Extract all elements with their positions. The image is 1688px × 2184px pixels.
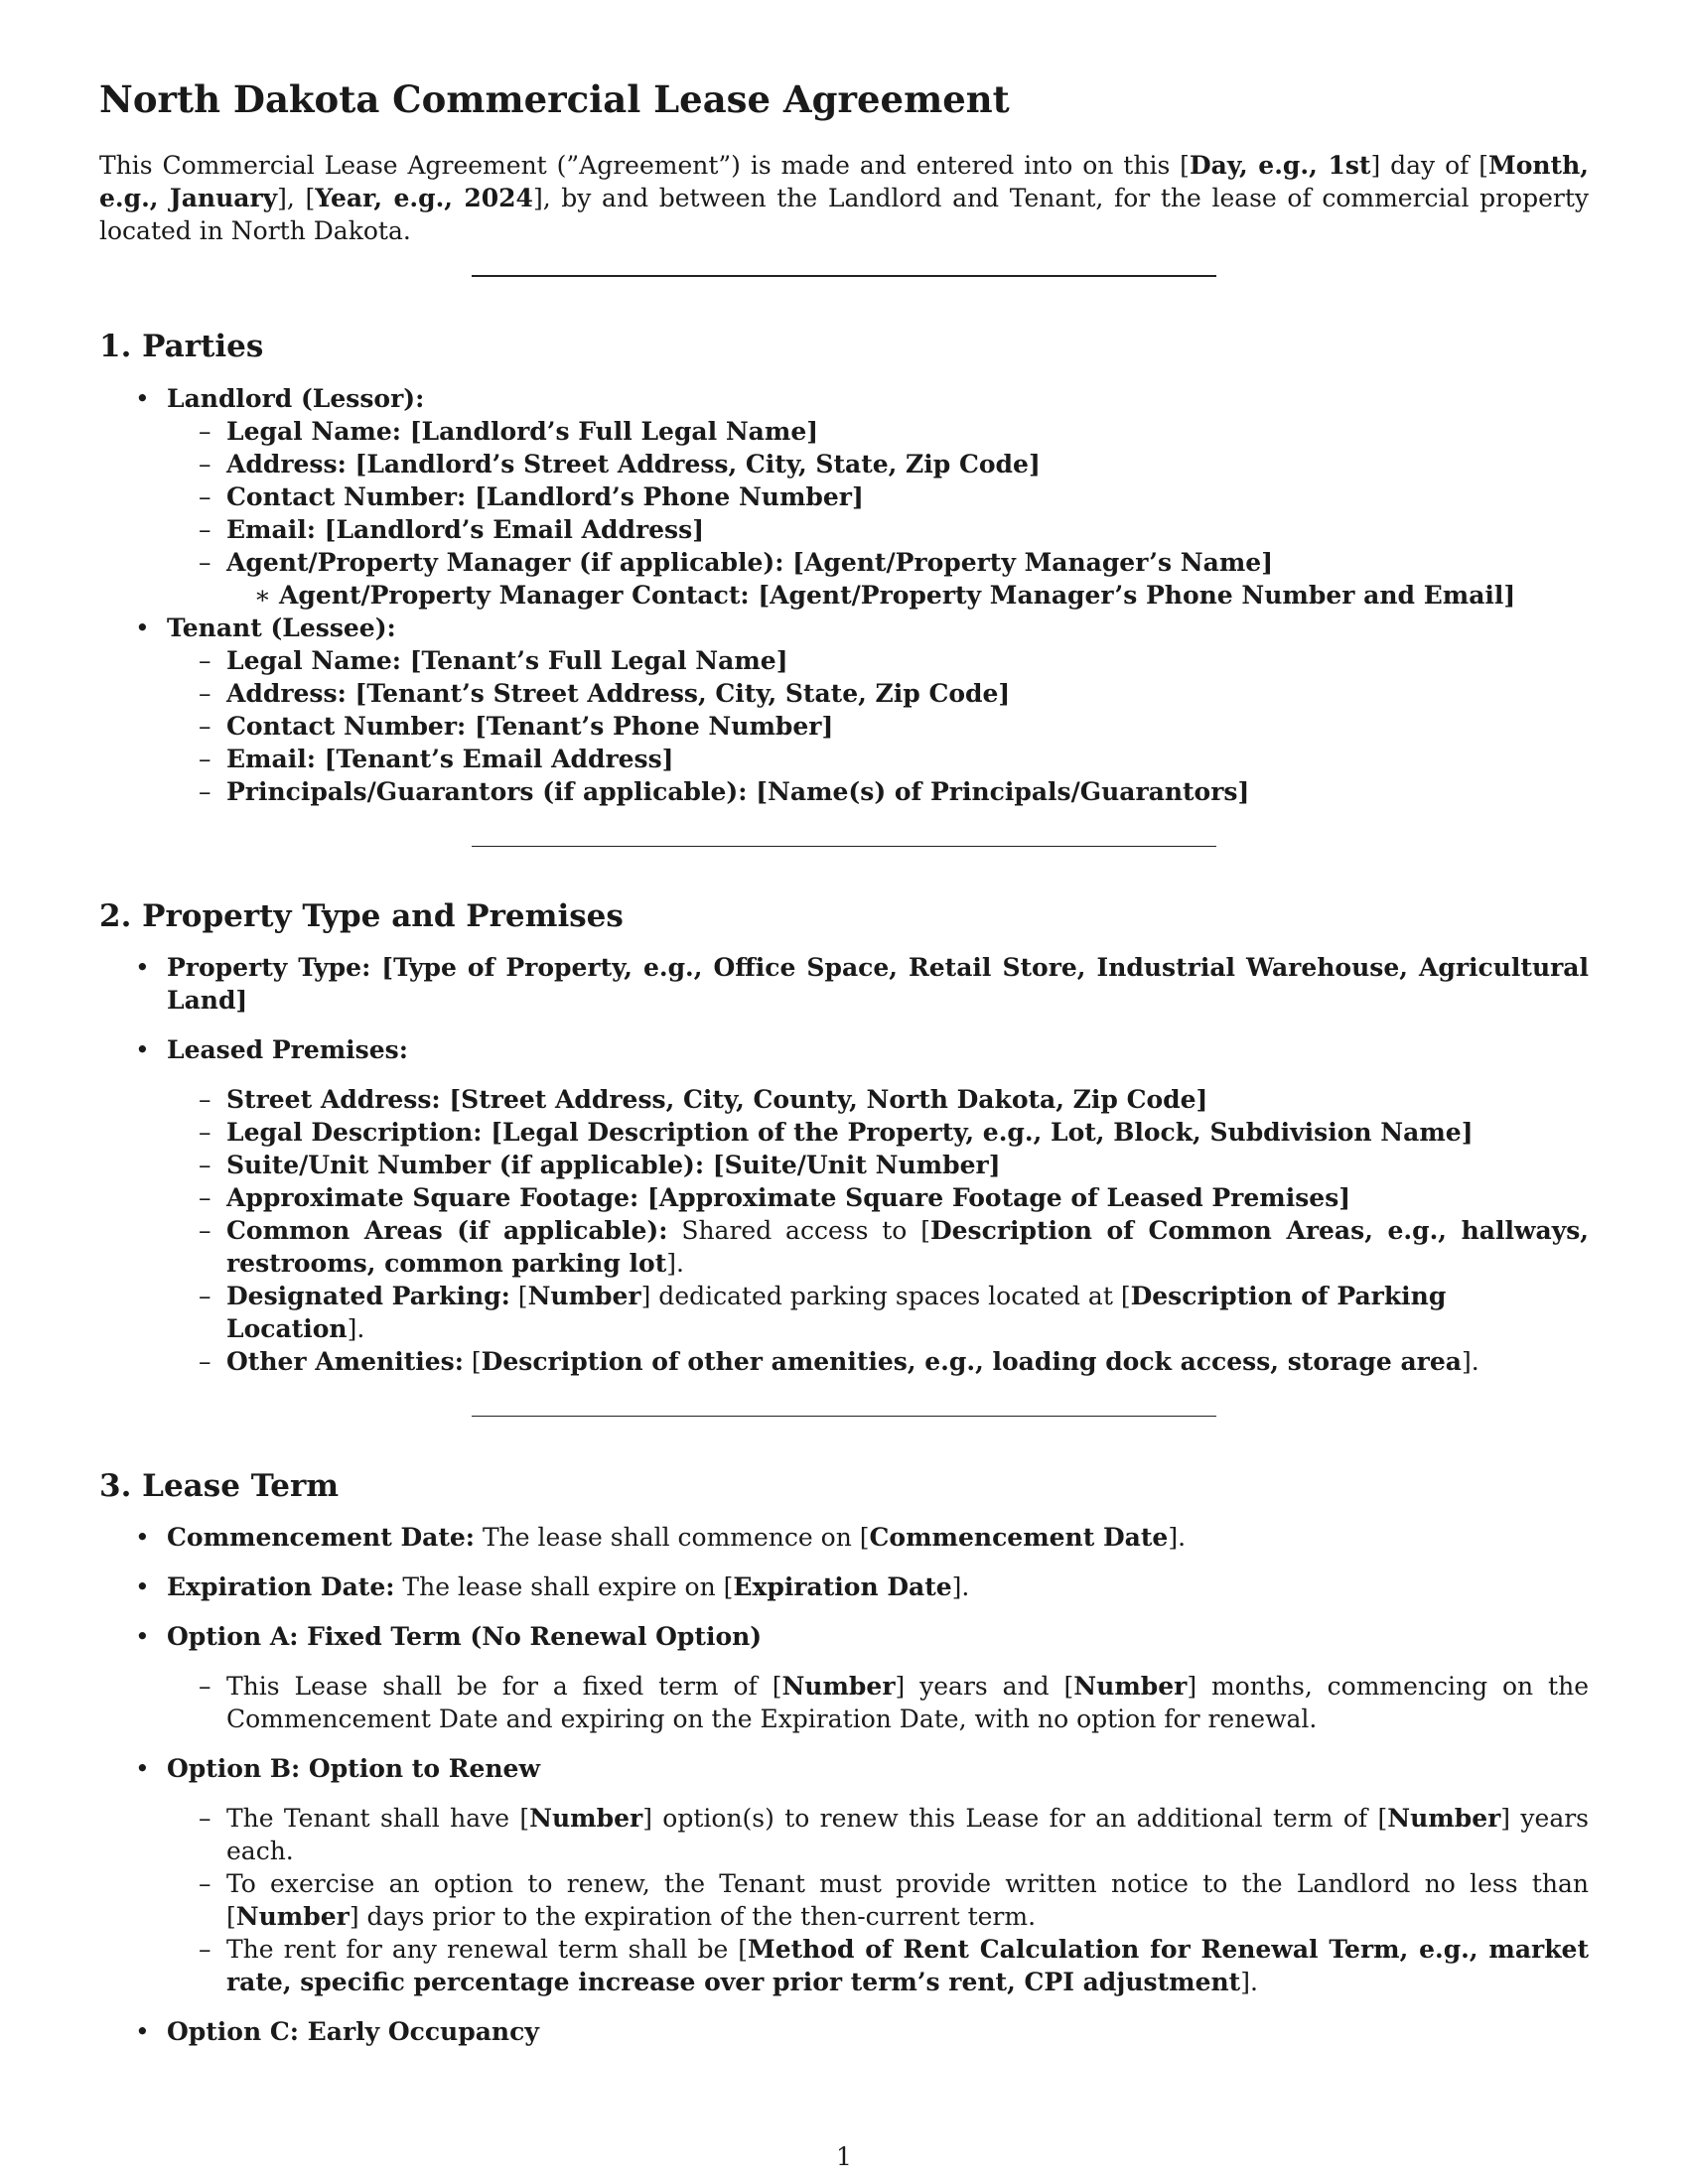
option-a-label: Option A: Fixed Term (No Renewal Option) [167,1621,763,1651]
section-heading-property: 2. Property Type and Premises [99,897,624,934]
list-item: – Common Areas (if applicable): Shared access to [Description of Common Areas, e.g., hallways, restrooms, common parking lot]. [167,1214,1589,1280]
list-item: – Contact Number: [Tenant’s Phone Number] [167,710,1589,743]
option-b-label: Option B: Option to Renew [167,1753,540,1783]
document-page [99,77,1589,2065]
section-divider [472,1416,1216,1417]
list-item: – Legal Name: [Landlord’s Full Legal Name] [167,415,1589,448]
tenant-label: Tenant (Lessee): [167,613,396,642]
list-item: – Suite/Unit Number (if applicable): [Suite/Unit Number] [167,1149,1589,1181]
tenant-item [99,612,1589,808]
month-placeholder: Month, e.g., January [99,151,1589,213]
section-heading-parties: 1. Parties [99,329,264,365]
list-item: – To exercise an option to renew, the Tenant must provide written notice to the Landlord no less than [Number] days prior to the expiration of the then-current term. [167,1867,1589,1933]
list-item: – Email: [Tenant’s Email Address] [167,743,1589,775]
landlord-item [99,382,1589,612]
section-heading-lease-term: 3. Lease Term [99,1467,340,1504]
page-number: 1 [836,2142,852,2171]
list-item: – Approximate Square Footage: [Approximate Square Footage of Leased Premises] [167,1181,1589,1214]
list-item: – Agent/Property Manager (if applicable): [Agent/Property Manager’s Name] ∗ Agent/Property Manager Contact: [Agent/Property Manager’s Phone Number and Email] [167,546,1589,612]
intro-paragraph: This Commercial Lease Agreement (”Agreement”) is made and entered into on this [Day, e.g., 1st] day of [Month, e.g., January], [Year, e.g., 2024], by and between the Landlord and Tenant, for the lease of commercial property located in North Dakota. [99,151,1590,246]
list-item: – Address: [Tenant’s Street Address, City, State, Zip Code] [167,677,1589,710]
commencement-item: • Commencement Date: The lease shall commence on [Commencement Date]. [99,1521,1589,1554]
day-placeholder: Day, e.g., 1st [1189,151,1371,181]
list-item: – Legal Description: [Legal Description of the Property, e.g., Lot, Block, Subdivision Name] [167,1116,1589,1149]
list-item: – Principals/Guarantors (if applicable): [Name(s) of Principals/Guarantors] [167,775,1589,808]
option-c-item: • Option C: Early Occupancy [99,2015,1589,2048]
list-item: – Contact Number: [Landlord’s Phone Number] [167,480,1589,513]
list-item: ∗ Agent/Property Manager Contact: [Agent/Property Manager’s Phone Number and Email] [226,579,1589,612]
list-item: – Address: [Landlord’s Street Address, City, State, Zip Code] [167,448,1589,480]
section-divider [472,275,1216,277]
list-item: – Designated Parking: [Number] dedicated parking spaces located at [Description of Parking Location]. [167,1280,1589,1345]
option-a-details [167,1670,1589,1735]
document-title: North Dakota Commercial Lease Agreement [99,77,1010,121]
expiration-item: • Expiration Date: The lease shall expire on [Expiration Date]. [99,1570,1589,1603]
list-item: – Street Address: [Street Address, City, County, North Dakota, Zip Code] [167,1083,1589,1116]
list-item: – The rent for any renewal term shall be [Method of Rent Calculation for Renewal Term, e.g., market rate, specific percentage increase over prior term’s rent, CPI adjustment]. [167,1933,1589,1998]
premises-details [167,1083,1589,1378]
property-list [99,951,1589,1378]
option-b-item [99,1752,1589,1998]
landlord-details [167,415,1589,612]
parties-list [99,382,1589,808]
property-type-item: • Property Type: [Type of Property, e.g., Office Space, Retail Store, Industrial Warehouse, Agricultural Land] [99,951,1589,1017]
option-a-item [99,1620,1589,1735]
list-item: – Legal Name: [Tenant’s Full Legal Name] [167,644,1589,677]
list-item: – The Tenant shall have [Number] option(s) to renew this Lease for an additional term of [Number] years each. [167,1802,1589,1867]
leased-premises-label: Leased Premises: [167,1034,408,1064]
year-placeholder: Year, e.g., 2024 [315,184,533,213]
list-item: – Email: [Landlord’s Email Address] [167,513,1589,546]
section-divider [472,846,1216,847]
tenant-details [167,644,1589,808]
option-b-details [167,1802,1589,1998]
lease-term-list [99,1521,1589,2048]
list-item: – Other Amenities: [Description of other amenities, e.g., loading dock access, storage area]. [167,1345,1589,1378]
landlord-label: Landlord (Lessor): [167,383,425,413]
list-item: – This Lease shall be for a fixed term of [Number] years and [Number] months, commencing on the Commencement Date and expiring on the Expiration Date, with no option for renewal. [167,1670,1589,1735]
leased-premises-item [99,1033,1589,1378]
agent-details [226,579,1589,612]
